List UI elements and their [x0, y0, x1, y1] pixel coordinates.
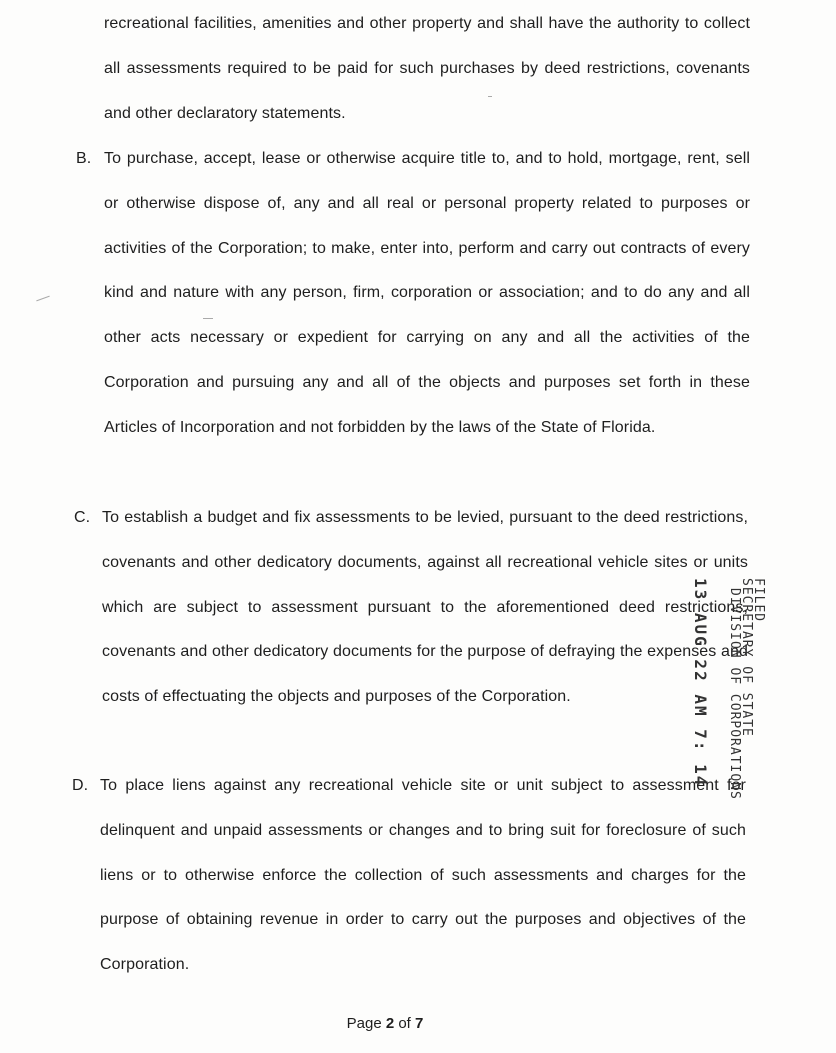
item-text: To place liens against any recreational vehicle site or unit subject to assessment for delinquent and unpaid assessments or changes and to bring suit for foreclosure of such liens or to otherwise enforce the collection of such assessments and charges for the purpose of obtaining revenue in order to carry out the purposes and objectives of the Corporation.: [100, 777, 746, 974]
item-marker: B.: [76, 150, 92, 167]
page-footer: [0, 1014, 770, 1034]
article-item-d: [72, 764, 746, 988]
footer-current-page: 2: [385, 1015, 395, 1032]
scan-speck: [488, 96, 492, 97]
intro-paragraph: [104, 2, 750, 136]
article-item-c: [74, 496, 748, 720]
scan-speck: [203, 318, 213, 319]
item-marker: D.: [72, 777, 89, 794]
intro-text: recreational facilities, amenities and other property and shall have the authority to collect all assessments required to be paid for such purchases by deed restrictions, covenants and other declaratory statements.: [104, 15, 750, 122]
item-marker: C.: [74, 509, 91, 526]
footer-middle: of: [394, 1015, 416, 1032]
footer-total-pages: 7: [415, 1015, 424, 1032]
stamp-secretary: SECRETARY OF STATE: [739, 578, 754, 737]
stamp-date: 13 AUG 22 AM 7: 14: [691, 578, 710, 788]
stamp-filed: FILED: [751, 578, 766, 623]
scan-speck: [36, 296, 49, 302]
footer-prefix: Page: [346, 1015, 386, 1032]
item-text: To establish a budget and fix assessments to be levied, pursuant to the deed restrictions, covenants and other dedicatory documents, against all recreational vehicle sites or units which are subject to assessment pursuant to the aforementioned deed restrictions, covenants and other dedicatory documents for the purpose of defraying the expenses and costs of effectuating the objects and purposes of the Corporation.: [102, 509, 748, 706]
item-text: To purchase, accept, lease or otherwise acquire title to, and to hold, mortgage, rent, sell or otherwise dispose of, any and all real or personal property related to purposes or activities of the Corporation; to make, enter into, perform and carry out contracts of every kind and nature with any person, firm, corporation or association; and to do any and all other acts necessary or expedient for carrying on any and all the activities of the Corporation and pursuing any and all of the objects and purposes set forth in these Articles of Incorporation and not forbidden by the laws of the State of Florida.: [104, 150, 750, 436]
stamp-division: DIVISION OF CORPORATIONS: [727, 588, 742, 800]
article-item-b: [76, 137, 750, 451]
